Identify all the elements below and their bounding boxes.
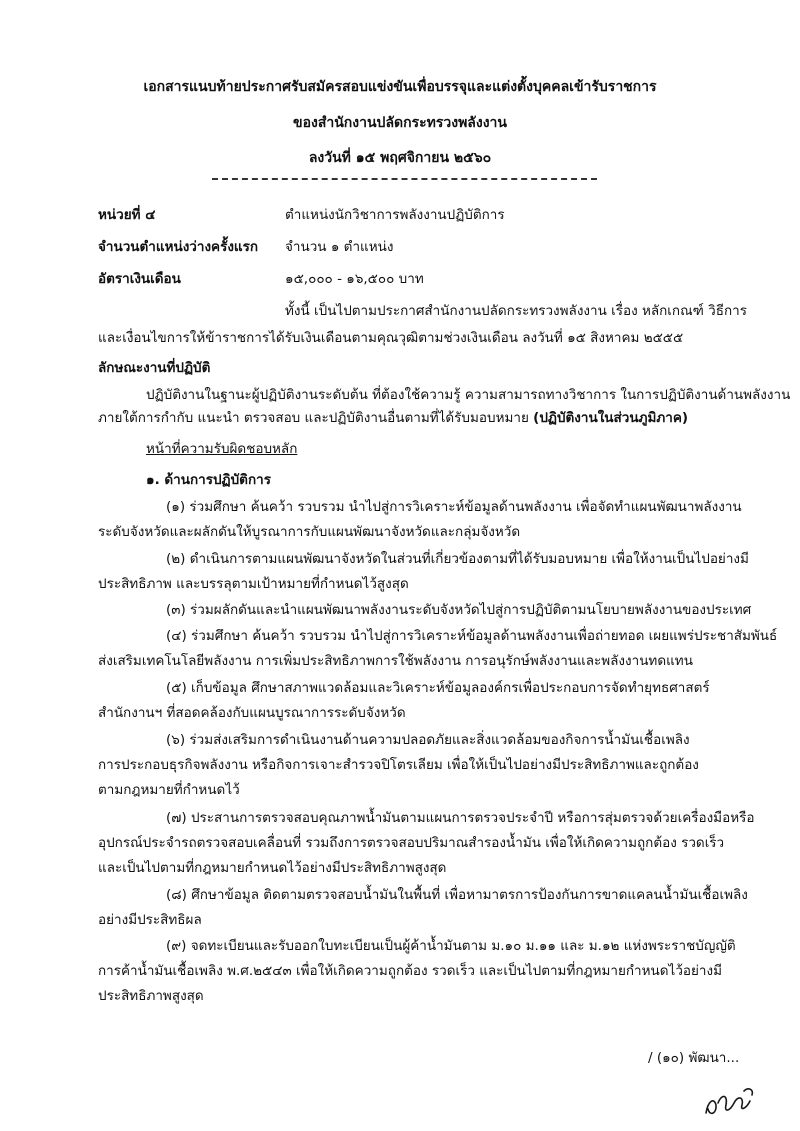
duty-item-line: (๕) เก็บข้อมูล ศึกษาสภาพแวดล้อมและวิเคราะห์ข้อมูลองค์กรเพื่อประกอบการจัดทำยุทธศาสตร์ [166, 680, 710, 696]
duty-item-line: (๒) ดำเนินการตามแผนพัฒนาจังหวัดในส่วนที่เกี่ยวข้องตามที่ได้รับมอบหมาย เพื่อให้งานเป็นไปอย่างมี [166, 551, 749, 567]
continuation-note: / (๑๐) พัฒนา... [648, 1050, 740, 1066]
duties-heading: หน้าที่ความรับผิดชอบหลัก [146, 441, 298, 457]
handwritten-initials-signature [700, 1083, 760, 1123]
salary-note-line1: ทั้งนี้ เป็นไปตามประกาศสำนักงานปลัดกระทรวงพลังงาน เรื่อง หลักเกณฑ์ วิธีการ [285, 303, 747, 319]
duty-item-line: ส่งเสริมเทคโนโลยีพลังงาน การเพิ่มประสิทธิภาพการใช้พลังงาน การอนุรักษ์พลังงานและพลังงานทดแทน [98, 653, 693, 669]
duty-item-line: (๗) ประสานการตรวจสอบคุณภาพน้ำมันตามแผนการตรวจประจำปี หรือการสุ่มตรวจด้วยเครื่องมือหรือ [166, 810, 755, 826]
duty-item-line: ประสิทธิภาพสูงสุด [98, 988, 204, 1004]
duty-item-line: ประสิทธิภาพ และบรรลุตามเป้าหมายที่กำหนดไว้สูงสุด [98, 576, 409, 592]
duty-item-line: สำนักงานฯ ที่สอดคล้องกับแผนบูรณาการระดับจังหวัด [98, 705, 406, 721]
duty-item-line: การประกอบธุรกิจพลังงาน หรือกิจการเจาะสำรวจปิโตรเลียม เพื่อให้เป็นไปอย่างมีประสิทธิภาพและถูกต้อง [98, 757, 699, 773]
duty-item-line: อย่างมีประสิทธิผล [98, 912, 202, 928]
vacancy-value: จำนวน ๑ ตำแหน่ง [285, 239, 394, 255]
duties-section1-heading: ๑. ด้านการปฏิบัติการ [146, 472, 271, 488]
duty-item-line: ระดับจังหวัดและผลักดันให้บูรณาการกับแผนพัฒนาจังหวัดและกลุ่มจังหวัด [98, 524, 521, 540]
duty-item-line: (๖) ร่วมส่งเสริมการดำเนินงานด้านความปลอดภัยและสิ่งแวดล้อมของกิจการน้ำมันเชื้อเพลิง [166, 732, 690, 748]
duty-item-line: อุปกรณ์ประจำรถตรวจสอบเคลื่อนที่ รวมถึงการตรวจสอบปริมาณสำรองน้ำมัน เพื่อให้เกิดความถูกต้อง รวดเร็ว [98, 835, 725, 851]
vacancy-label: จำนวนตำแหน่งว่างครั้งแรก [98, 239, 259, 255]
duty-item-line: (๙) จดทะเบียนและรับออกใบทะเบียนเป็นผู้ค้าน้ำมันตาม ม.๑๐ ม.๑๑ และ ม.๑๒ แห่งพระราชบัญญัติ [166, 938, 736, 954]
duty-item-line: (๑) ร่วมศึกษา ค้นคว้า รวบรวม นำไปสู่การวิเคราะห์ข้อมูลด้านพลังงาน เพื่อจัดทำแผนพัฒนาพลังงาน [166, 499, 742, 515]
header-date: ลงวันที่ ๑๕ พฤศจิกายน ๒๕๖๐ [308, 150, 492, 166]
unit-label: หน่วยที่ ๔ [98, 207, 156, 223]
duty-item-line: ตามกฎหมายที่กำหนดไว้ [98, 782, 240, 798]
work-nature-line2-text: ภายใต้การกำกับ แนะนำ ตรวจสอบ และปฏิบัติงานอื่นตามที่ได้รับมอบหมาย [98, 410, 529, 426]
duty-item-line: (๓) ร่วมผลักดันและนำแผนพัฒนาพลังงานระดับจังหวัดไปสู่การปฏิบัติตามนโยบายพลังงานของประเทศ [166, 602, 752, 618]
unit-value: ตำแหน่งนักวิชาการพลังงานปฏิบัติการ [285, 207, 505, 223]
salary-value: ๑๕,๐๐๐ - ๑๖,๕๐๐ บาท [285, 271, 424, 287]
salary-label: อัตราเงินเดือน [98, 271, 181, 287]
work-nature-heading: ลักษณะงานที่ปฏิบัติ [98, 360, 211, 376]
duty-item-line: (๔) ร่วมศึกษา ค้นคว้า รวบรวม นำไปสู่การวิเคราะห์ข้อมูลด้านพลังงานเพื่อถ่ายทอด เผยแพร่ประชาสัมพันธ์ [166, 628, 778, 644]
duty-item-line: (๘) ศึกษาข้อมูล ติดตามตรวจสอบน้ำมันในพื้นที่ เพื่อหามาตรการป้องกันการขาดแคลนน้ำมันเชื้อเพลิง [166, 887, 748, 903]
salary-note-line2: และเงื่อนไขการให้ข้าราชการได้รับเงินเดือนตามคุณวุฒิตามช่วงเงินเดือน ลงวันที่ ๑๕ สิงหาคม ๒๕๕๕ [98, 330, 684, 346]
duty-item-line: การค้าน้ำมันเชื้อเพลิง พ.ศ.๒๕๔๓ เพื่อให้เกิดความถูกต้อง รวดเร็ว และเป็นไปตามที่กฎหมายกำหนดไว้อย่างมี [98, 963, 722, 979]
work-nature-line2 [98, 409, 688, 427]
header-divider [212, 178, 597, 180]
header-title-line2: ของสำนักงานปลัดกระทรวงพลังงาน [293, 115, 507, 131]
duty-item-line: และเป็นไปตามที่กฎหมายกำหนดไว้อย่างมีประสิทธิภาพสูงสุด [98, 860, 447, 876]
header-title-line1: เอกสารแนบท้ายประกาศรับสมัครสอบแข่งขันเพื่อบรรจุและแต่งตั้งบุคคลเข้ารับราชการ [143, 79, 657, 95]
work-nature-line1: ปฏิบัติงานในฐานะผู้ปฏิบัติงานระดับต้น ที่ต้องใช้ความรู้ ความสามารถทางวิชาการ ในการปฏิบัติงานด้านพลังงาน [146, 387, 791, 403]
work-nature-region-note: (ปฏิบัติงานในส่วนภูมิภาค) [533, 410, 689, 426]
